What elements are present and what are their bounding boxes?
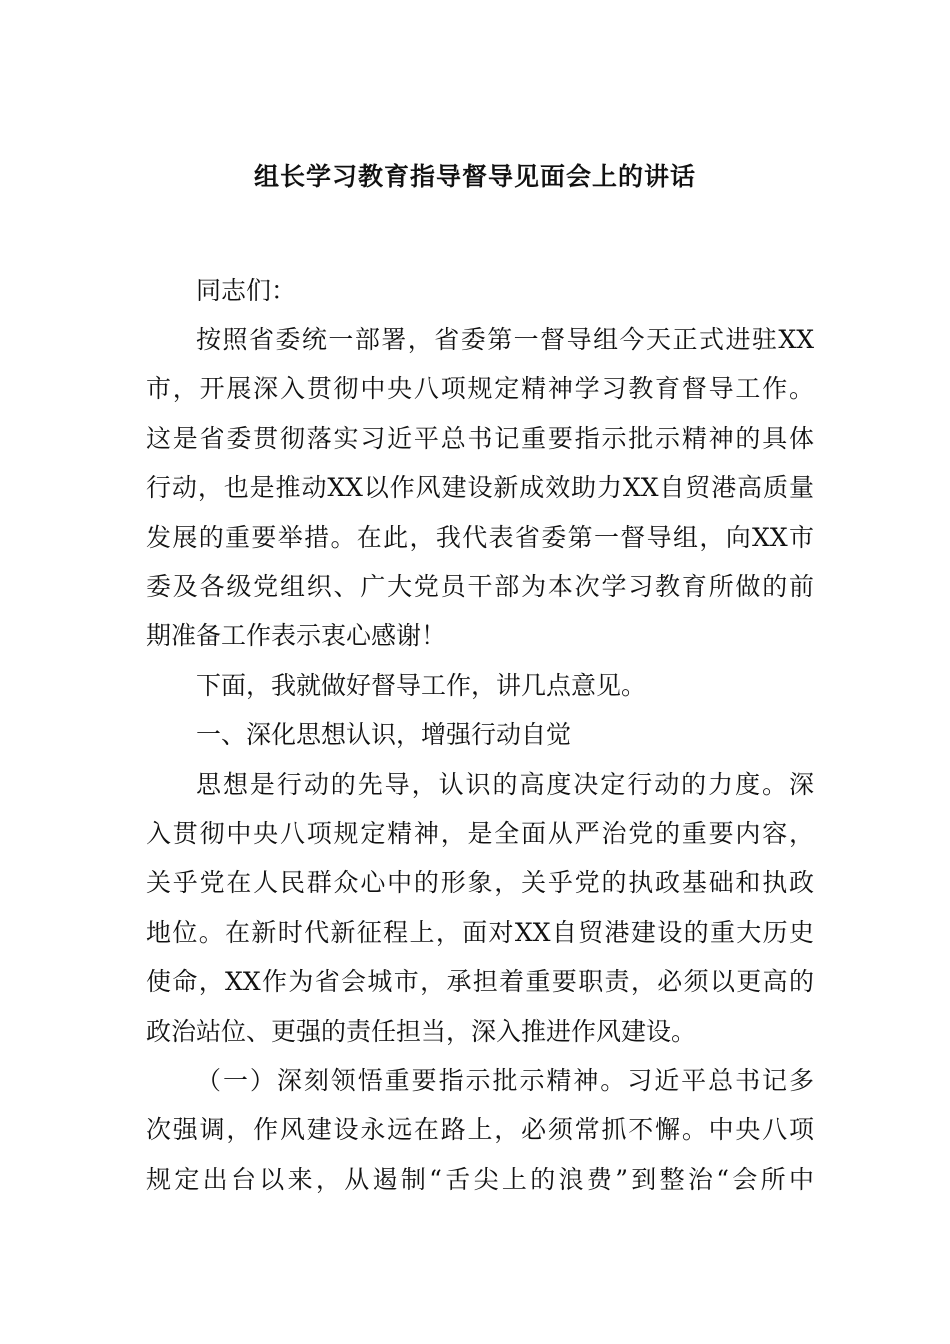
paragraph-line: 委及各级党组织、广大党员干部为本次学习教育所做的前 <box>146 572 814 601</box>
paragraph-line: 地位。在新时代新征程上，面对XX自贸港建设的重大历史 <box>146 918 814 947</box>
paragraph-line: 使命，XX作为省会城市，承担着重要职责，必须以更高的 <box>146 967 814 996</box>
paragraph-line: 下面，我就做好督导工作，讲几点意见。 <box>196 671 647 700</box>
paragraph-line: 关乎党在人民群众心中的形象，关乎党的执政基础和执政 <box>146 868 814 897</box>
paragraph-line: 入贯彻中央八项规定精神，是全面从严治党的重要内容， <box>146 819 814 848</box>
paragraph-line: 行动，也是推动XX以作风建设新成效助力XX自贸港高质量 <box>146 473 814 502</box>
paragraph-line: 思想是行动的先导，认识的高度决定行动的力度。深 <box>196 770 814 799</box>
paragraph-line: 按照省委统一部署，省委第一督导组今天正式进驻XX <box>196 325 814 354</box>
section-heading: 一、深化思想认识，增强行动自觉 <box>196 720 572 749</box>
paragraph-line: 这是省委贯彻落实习近平总书记重要指示批示精神的具体 <box>146 424 814 453</box>
paragraph-line: 次强调，作风建设永远在路上，必须常抓不懈。中央八项 <box>146 1115 814 1144</box>
paragraph-line: （一）深刻领悟重要指示批示精神。习近平总书记多 <box>196 1066 814 1095</box>
paragraph-line: 发展的重要举措。在此，我代表省委第一督导组，向XX市 <box>146 523 814 552</box>
paragraph-line: 期准备工作表示衷心感谢！ <box>146 621 447 650</box>
paragraph-line: 市，开展深入贯彻中央八项规定精神学习教育督导工作。 <box>146 374 814 403</box>
salutation: 同志们： <box>196 276 297 305</box>
document-title: 组长学习教育指导督导见面会上的讲话 <box>253 162 696 191</box>
paragraph-line: 政治站位、更强的责任担当，深入推进作风建设。 <box>146 1017 697 1046</box>
paragraph-line: 规定出台以来，从遏制“舌尖上的浪费”到整治“会所中 <box>146 1165 814 1194</box>
